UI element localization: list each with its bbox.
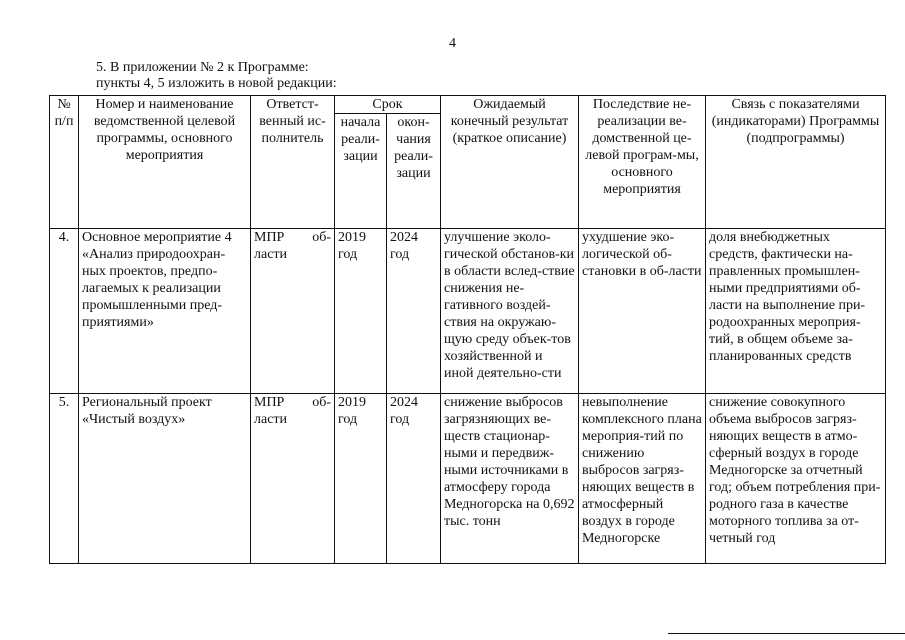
table-row <box>50 229 886 394</box>
row-end: 2024 год <box>387 394 441 564</box>
row-link: доля внебюджетных средств, фактически на-правленных промышлен-ными предприятиями об-ласти на выполнение при-родоохранных мероприя-тий, в общем объеме за-планированных средств <box>706 229 886 394</box>
header-result: Ожидаемый конечный результат (краткое описание) <box>441 96 579 229</box>
row-result: улучшение эколо-гической обстанов-ки в области вслед-ствие снижения не-гативного воздей-ствия на окружаю-щую среду объек-тов хозяйственной и иной деятельно-сти <box>441 229 579 394</box>
header-term-start: начала реали-зации <box>335 114 387 229</box>
row-consequence: ухудшение эко-логической об-становки в об-ласти <box>579 229 706 394</box>
header-row <box>50 96 886 114</box>
row-consequence: невыполнение комплексного плана мероприя-тий по снижению выбросов загряз-няющих веществ в атмосферный воздух в городе Медногорске <box>579 394 706 564</box>
header-num: № п/п <box>50 96 79 229</box>
intro-line-2: пункты 4, 5 изложить в новой редакции: <box>96 76 337 91</box>
header-term: Срок <box>335 96 441 114</box>
row-executor: МПР об-ласти <box>251 229 335 394</box>
table-row <box>50 394 886 564</box>
row-name: Основное мероприятие 4 «Анализ природоохран-ных проектов, предпо-лагаемых к реализации промышленными пред-приятиями» <box>79 229 251 394</box>
header-term-end: окон-чания реали-зации <box>387 114 441 229</box>
program-table <box>49 95 886 564</box>
row-start: 2019 год <box>335 394 387 564</box>
header-executor: Ответст-венный ис-полнитель <box>251 96 335 229</box>
header-consequence: Последствие не-реализации ве-домственной це-левой програм-мы, основного мероприятия <box>579 96 706 229</box>
page-number: 4 <box>449 36 456 51</box>
header-link: Связь с показателями (индикаторами) Программы (подпрограммы) <box>706 96 886 229</box>
row-start: 2019 год <box>335 229 387 394</box>
row-num: 5. <box>50 394 79 564</box>
row-executor: МПР об-ласти <box>251 394 335 564</box>
row-num: 4. <box>50 229 79 394</box>
row-result: снижение выбросов загрязняющих ве-ществ стационар-ными и передвиж-ными источниками в атмосферу города Медногорска на 0,692 тыс. тонн <box>441 394 579 564</box>
header-name: Номер и наименование ведомственной целевой программы, основного мероприятия <box>79 96 251 229</box>
row-link: снижение совокупного объема выбросов загряз-няющих веществ в атмо-сферный воздух в городе Медногорске за отчетный год; объем потребления при-родного газа в качестве моторного топлива за от-четный год <box>706 394 886 564</box>
intro-line-1: 5. В приложении № 2 к Программе: <box>96 60 309 75</box>
row-end: 2024 год <box>387 229 441 394</box>
row-name: Региональный проект «Чистый воздух» <box>79 394 251 564</box>
footer-rule <box>668 633 905 634</box>
intro-text <box>96 60 337 92</box>
